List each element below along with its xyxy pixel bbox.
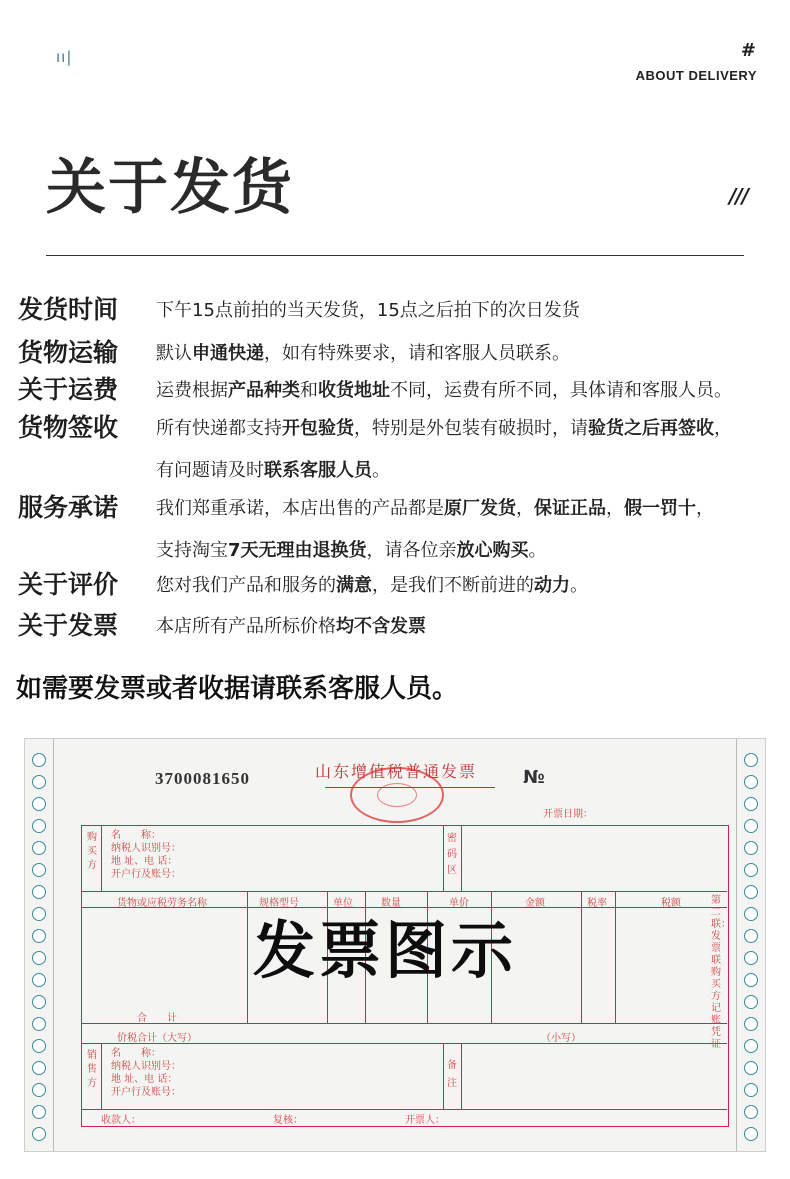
feed-hole-icon	[32, 973, 46, 987]
copy-side-note: 第二联：发票联 购买方记账凭证	[711, 895, 731, 1050]
col-header: 税额	[661, 898, 681, 909]
row-text-segment: 我们郑重承诺，本店出售的产品都是	[156, 498, 444, 519]
row-label: 发货时间	[18, 295, 119, 324]
row-text-emphasis: 7天无理由退换货	[228, 540, 367, 561]
right-feed-strip	[736, 739, 765, 1151]
row-label: 关于运费	[18, 375, 119, 404]
feed-hole-icon	[744, 973, 758, 987]
feed-hole-icon	[32, 1017, 46, 1031]
seller-fields	[111, 1047, 181, 1099]
row-text-segment: 默认	[156, 343, 192, 364]
corner-mark-icon: ıı|	[56, 48, 73, 66]
feed-hole-icon	[32, 885, 46, 899]
row-text	[156, 456, 390, 482]
feed-hole-icon	[32, 929, 46, 943]
row-text-segment: 支持淘宝	[156, 540, 228, 561]
feed-hole-icon	[744, 1061, 758, 1075]
total-small-label: （小写）	[541, 1033, 581, 1044]
grid-line	[443, 1043, 444, 1109]
row-label: 关于评价	[18, 570, 119, 599]
feed-hole-icon	[744, 797, 758, 811]
feed-hole-icon	[744, 819, 758, 833]
row-text	[156, 612, 426, 638]
row-text-emphasis: 满意	[336, 575, 372, 596]
feed-hole-icon	[32, 775, 46, 789]
col-header: 单价	[449, 898, 469, 909]
row-text-emphasis: 假一罚十	[624, 498, 696, 519]
feed-hole-icon	[744, 1017, 758, 1031]
row-text	[156, 296, 580, 322]
row-text	[156, 376, 732, 402]
row-text-segment: 。	[570, 575, 588, 596]
reviewer-label: 复核：	[273, 1115, 303, 1126]
grid-line	[581, 891, 582, 1023]
row-text-segment: 所有快递都支持	[156, 418, 282, 439]
grid-line	[101, 1043, 102, 1109]
buyer-field: 开户行及账号：	[111, 869, 181, 880]
row-text-emphasis: 验货之后再签收	[588, 418, 714, 439]
row-text-emphasis: 放心购买	[456, 540, 529, 561]
feed-hole-icon	[744, 1127, 758, 1141]
row-text-segment: ，是我们不断前进的	[372, 575, 534, 596]
row-label: 服务承诺	[18, 493, 119, 522]
grid-line	[101, 825, 102, 891]
feed-hole-icon	[32, 1039, 46, 1053]
code-area-label: 密码区	[447, 833, 457, 876]
row-label: 关于发票	[18, 611, 119, 640]
seller-side-label: 销售方	[87, 1050, 97, 1089]
grid-line	[81, 1109, 727, 1110]
col-header: 货物或应税劳务名称	[117, 898, 207, 909]
invoice-number-sign: №	[523, 767, 545, 788]
remarks-label: 备注	[447, 1060, 457, 1089]
grid-line	[247, 891, 248, 1023]
issuer-label: 开票人：	[405, 1115, 445, 1126]
feed-hole-icon	[744, 951, 758, 965]
feed-hole-icon	[32, 907, 46, 921]
seller-field: 地 址、电 话：	[111, 1074, 178, 1085]
feed-hole-icon	[744, 775, 758, 789]
row-label: 货物运输	[18, 338, 119, 367]
row-text-segment: ，如有特殊要求，请和客服人员联系。	[264, 343, 570, 364]
feed-hole-icon	[744, 753, 758, 767]
seller-field: 开户行及账号：	[111, 1087, 181, 1098]
row-text	[156, 536, 547, 562]
feed-hole-icon	[744, 841, 758, 855]
total-words-label: 价税合计（大写）	[117, 1033, 197, 1044]
hash-icon: #	[740, 40, 756, 61]
row-text-segment: 有问题请及时	[156, 460, 264, 481]
col-header: 金额	[525, 898, 545, 909]
feed-hole-icon	[32, 1061, 46, 1075]
row-text-segment: 本店所有产品所标价格	[156, 616, 336, 637]
feed-hole-icon	[744, 885, 758, 899]
row-text-segment: ，	[714, 418, 732, 439]
row-text-segment: 下午15点前拍的当天发货，15点之后拍下的次日发货	[156, 300, 580, 321]
invoice-sample-overlay: 发票图示	[253, 914, 518, 987]
row-text-emphasis: 联系客服人员	[264, 460, 372, 481]
invoice-heading: 山东增值税普通发票	[315, 762, 478, 781]
invoice-number: 3700081650	[155, 769, 250, 788]
seller-field: 纳税人识别号：	[111, 1061, 181, 1072]
row-text-segment: 您对我们产品和服务的	[156, 575, 336, 596]
row-text-emphasis: 产品种类	[228, 380, 300, 401]
feed-hole-icon	[744, 995, 758, 1009]
row-text-segment: 运费根据	[156, 380, 228, 401]
stamp-inner-ring	[377, 783, 417, 807]
grid-line	[81, 891, 727, 892]
payee-label: 收款人：	[101, 1115, 141, 1126]
row-text-segment: ，特别是外包装有破损时，请	[354, 418, 588, 439]
feed-hole-icon	[744, 1105, 758, 1119]
feed-hole-icon	[744, 929, 758, 943]
invoice-notice: 如需要发票或者收据请联系客服人员。	[16, 674, 459, 704]
row-text-segment: 。	[372, 460, 390, 481]
buyer-field: 名 称：	[111, 830, 161, 841]
seller-field: 名 称：	[111, 1048, 161, 1059]
left-feed-strip	[25, 739, 54, 1151]
section-subtitle: ABOUT DELIVERY	[635, 68, 757, 83]
decorative-slashes: ///	[729, 184, 748, 208]
feed-hole-icon	[32, 841, 46, 855]
feed-hole-icon	[32, 1083, 46, 1097]
grid-line	[81, 1023, 727, 1024]
row-text-emphasis: 均不含发票	[336, 616, 426, 637]
row-text	[156, 571, 588, 597]
invoice-illustration	[24, 738, 766, 1152]
grid-line	[461, 1043, 462, 1109]
title-divider	[46, 255, 744, 256]
grid-line	[615, 891, 616, 1023]
feed-hole-icon	[32, 819, 46, 833]
col-header: 税率	[587, 898, 607, 909]
feed-hole-icon	[744, 863, 758, 877]
buyer-field: 地 址、电 话：	[111, 856, 178, 867]
row-text-segment: 不同，运费有所不同，具体请和客服人员。	[390, 380, 732, 401]
feed-hole-icon	[744, 1083, 758, 1097]
col-header: 规格型号	[259, 898, 299, 909]
row-text	[156, 494, 714, 520]
buyer-side-label: 购买方	[87, 832, 97, 871]
feed-hole-icon	[32, 753, 46, 767]
row-text-segment: ，	[606, 498, 624, 519]
row-text-segment: ，	[696, 498, 714, 519]
row-text-emphasis: 收货地址	[318, 380, 390, 401]
row-text-segment: ，请各位亲	[366, 540, 457, 561]
row-text-segment: 。	[528, 540, 547, 561]
row-text-emphasis: 开包验货	[282, 418, 354, 439]
grid-line	[443, 825, 444, 891]
row-text-emphasis: 动力	[534, 575, 570, 596]
row-text-emphasis: 保证正品	[534, 498, 606, 519]
grid-line	[461, 825, 462, 891]
feed-hole-icon	[32, 995, 46, 1009]
row-text-emphasis: 申通快递	[192, 343, 264, 364]
feed-hole-icon	[32, 1105, 46, 1119]
feed-hole-icon	[744, 907, 758, 921]
row-text-segment: 和	[300, 380, 318, 401]
col-header: 单位	[333, 898, 353, 909]
row-text-segment: ，	[516, 498, 534, 519]
feed-hole-icon	[744, 1039, 758, 1053]
feed-hole-icon	[32, 797, 46, 811]
row-text	[156, 339, 570, 365]
feed-hole-icon	[32, 863, 46, 877]
row-text	[156, 414, 732, 440]
col-header: 数量	[381, 898, 401, 909]
row-text-emphasis: 原厂发货	[444, 498, 516, 519]
buyer-field: 纳税人识别号：	[111, 843, 181, 854]
total-label: 合 计	[137, 1013, 177, 1024]
feed-hole-icon	[32, 1127, 46, 1141]
page-title: 关于发货	[46, 153, 294, 223]
feed-hole-icon	[32, 951, 46, 965]
invoice-date-label: 开票日期：	[543, 809, 593, 820]
row-label: 货物签收	[18, 413, 119, 442]
buyer-fields	[111, 829, 181, 881]
